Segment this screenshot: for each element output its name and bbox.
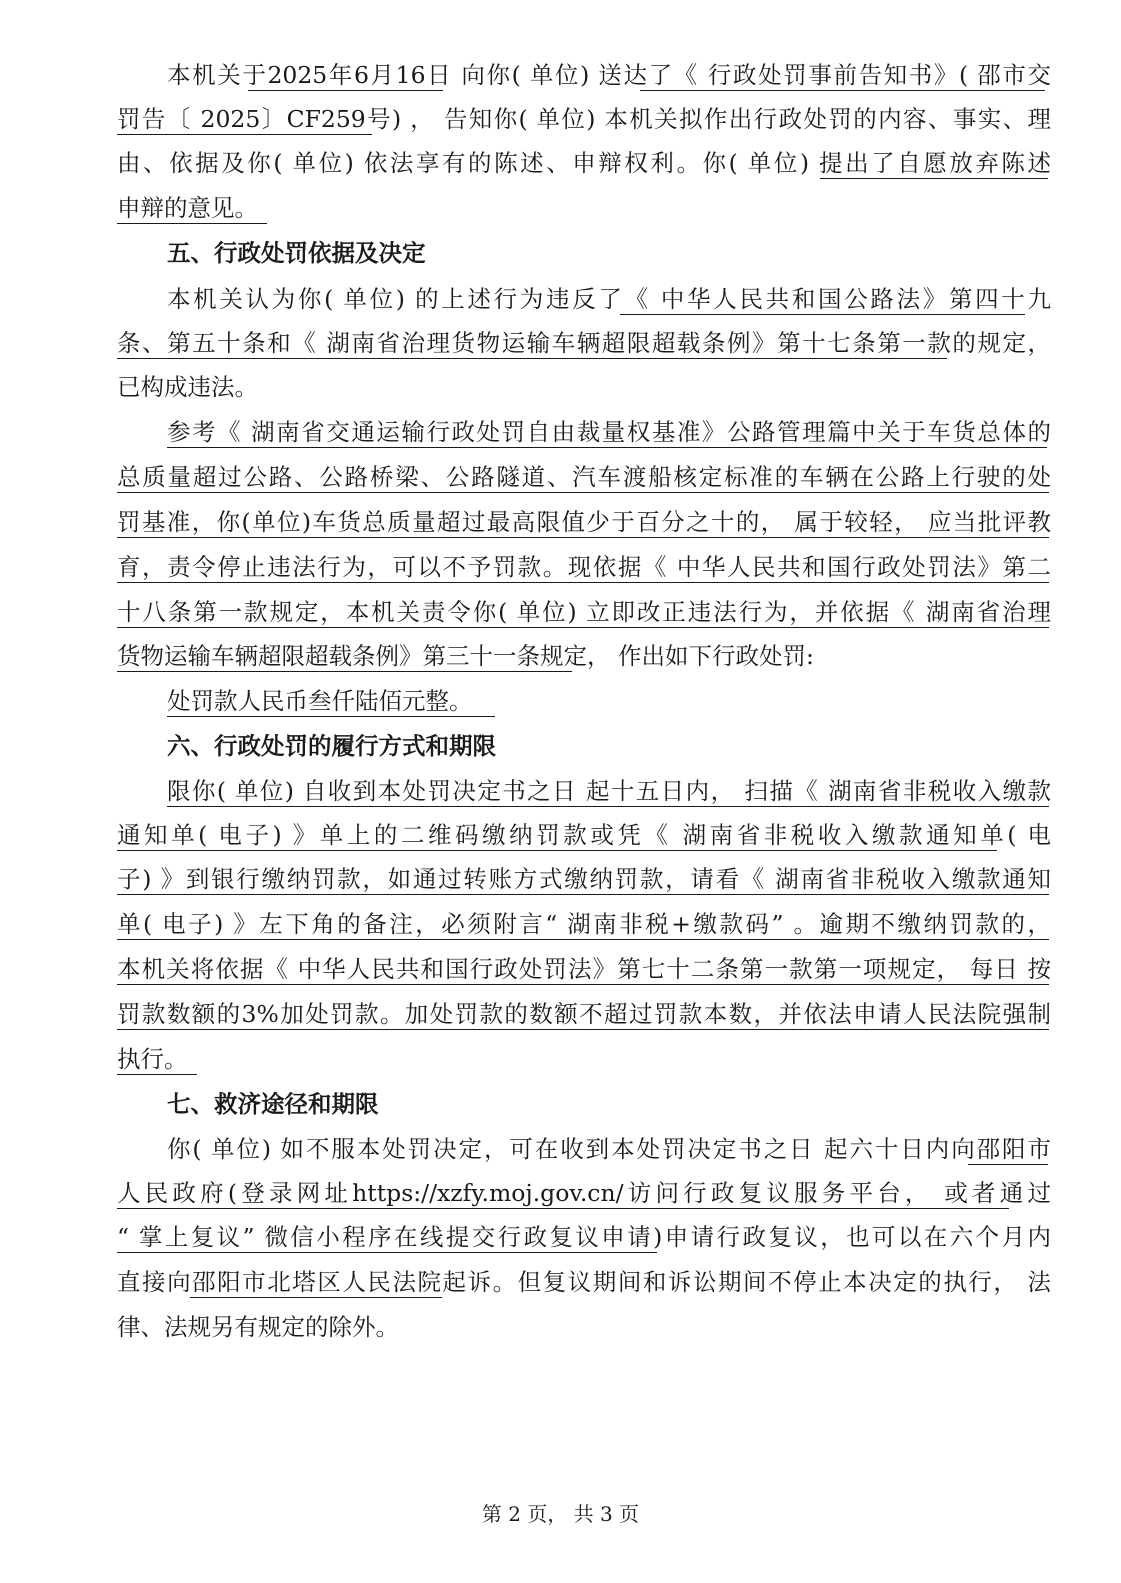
fill-underline xyxy=(167,447,1047,448)
fill-underline xyxy=(820,178,1048,179)
paragraph-line: 执行。 xyxy=(117,1045,188,1073)
paragraph-line: “ 掌上复议” 微信小程序在线提交行政复议申请)申请行政复议，也可以在六个月内 xyxy=(117,1223,1051,1251)
paragraph-line: 由、依据及你( 单位) 依法享有的陈述、申辩权利。你( 单位) 提出了自愿放弃陈述 xyxy=(117,149,1051,177)
paragraph-line: 子) 》到银行缴纳罚款，如通过转账方式缴纳罚款，请看《 湖南省非税收入缴款通知 xyxy=(117,865,1051,893)
fill-underline xyxy=(117,223,267,224)
paragraph-line: 罚款数额的3%加处罚款。加处罚款的数额不超过罚款本数，并依法申请人民法院强制 xyxy=(117,1000,1051,1028)
penalty-amount-line: 处罚款人民币叁仟陆佰元整。 xyxy=(167,687,473,715)
paragraph-line: 总质量超过公路、公路桥梁、公路隧道、汽车渡船核定标准的车辆在公路上行驶的处 xyxy=(117,463,1051,491)
fill-underline xyxy=(117,1252,657,1253)
fill-underline xyxy=(117,358,947,359)
paragraph-line: 育，责令停止违法行为，可以不予罚款。现依据《 中华人民共和国行政处罚法》第二 xyxy=(117,553,1051,581)
fill-underline xyxy=(117,939,1049,940)
fill-underline xyxy=(248,90,443,91)
paragraph-line: 十八条第一款规定，本机关责令你( 单位) 立即改正违法行为，并依据《 湖南省治理 xyxy=(117,598,1051,626)
paragraph-line: 参考《 湖南省交通运输行政处罚自由裁量权基准》公路管理篇中关于车货总体的 xyxy=(167,418,1051,446)
paragraph-line: 罚告〔 2025〕CF259号) ， 告知你( 单位) 本机关拟作出行政处罚的内容、事实、理 xyxy=(117,105,1051,133)
fill-underline xyxy=(117,1208,1009,1209)
fill-underline xyxy=(117,492,1049,493)
paragraph-line: 货物运输车辆超限超载条例》第三十一条规定， 作出如下行政处罚: xyxy=(117,642,814,670)
paragraph-line: 人民政府(登录网址https://xzfy.moj.gov.cn/访问行政复议服务平台， 或者通过 xyxy=(117,1179,1051,1207)
fill-underline xyxy=(117,627,1049,628)
paragraph-line: 罚基准，你(单位)车货总质量超过最高限值少于百分之十的， 属于较轻， 应当批评教 xyxy=(117,508,1051,536)
paragraph-line: 已构成违法。 xyxy=(117,373,258,401)
paragraph-line: 限你( 单位) 自收到本处罚决定书之日 起十五日内， 扫描《 湖南省非税收入缴款 xyxy=(167,777,1051,805)
fill-underline xyxy=(117,984,1049,985)
fill-underline xyxy=(117,850,997,851)
fill-underline xyxy=(640,90,1045,91)
fill-underline xyxy=(167,716,495,717)
fill-underline xyxy=(117,671,572,672)
fill-underline xyxy=(117,537,1049,538)
section-heading: 七、救济途径和期限 xyxy=(167,1090,379,1118)
paragraph-line: 律、法规另有规定的除外。 xyxy=(117,1313,399,1341)
section-heading: 五、行政处罚依据及决定 xyxy=(167,239,426,267)
fill-underline xyxy=(117,894,1049,895)
fill-underline xyxy=(117,1029,1049,1030)
fill-underline xyxy=(190,1297,442,1298)
fill-underline xyxy=(117,582,1049,583)
paragraph-line: 单( 电子) 》左下角的备注，必须附言“ 湖南非税+缴款码” 。逾期不缴纳罚款的， xyxy=(117,910,1051,938)
paragraph-line: 条、第五十条和《 湖南省治理货物运输车辆超限超载条例》第十七条第一款的规定， xyxy=(117,329,1051,357)
paragraph-line: 通知单( 电子) 》单上的二维码缴纳罚款或凭《 湖南省非税收入缴款通知单( 电 xyxy=(117,821,1051,849)
paragraph-line: 申辩的意见。 xyxy=(117,194,258,222)
fill-underline xyxy=(167,806,1049,807)
paragraph-line: 本机关于2025年6月16日 向你( 单位) 送达了《 行政处罚事前告知书》( 邵市交 xyxy=(167,61,1051,89)
paragraph-line: 直接向邵阳市北塔区人民法院起诉。但复议期间和诉讼期间不停止本决定的执行， 法 xyxy=(117,1268,1051,1296)
paragraph-line: 本机关将依据《 中华人民共和国行政处罚法》第七十二条第一款第一项规定， 每日 按 xyxy=(117,955,1051,983)
section-heading: 六、行政处罚的履行方式和期限 xyxy=(167,732,496,760)
fill-underline xyxy=(968,1164,1048,1165)
fill-underline xyxy=(117,134,372,135)
page-footer: 第 2 页， 共 3 页 xyxy=(481,1502,640,1526)
paragraph-line: 你( 单位) 如不服本处罚决定，可在收到本处罚决定书之日 起六十日内向邵阳市 xyxy=(167,1135,1051,1163)
fill-underline xyxy=(620,314,1025,315)
fill-underline xyxy=(117,1074,197,1075)
paragraph-line: 本机关认为你( 单位) 的上述行为违反了《 中华人民共和国公路法》第四十九 xyxy=(167,285,1051,313)
